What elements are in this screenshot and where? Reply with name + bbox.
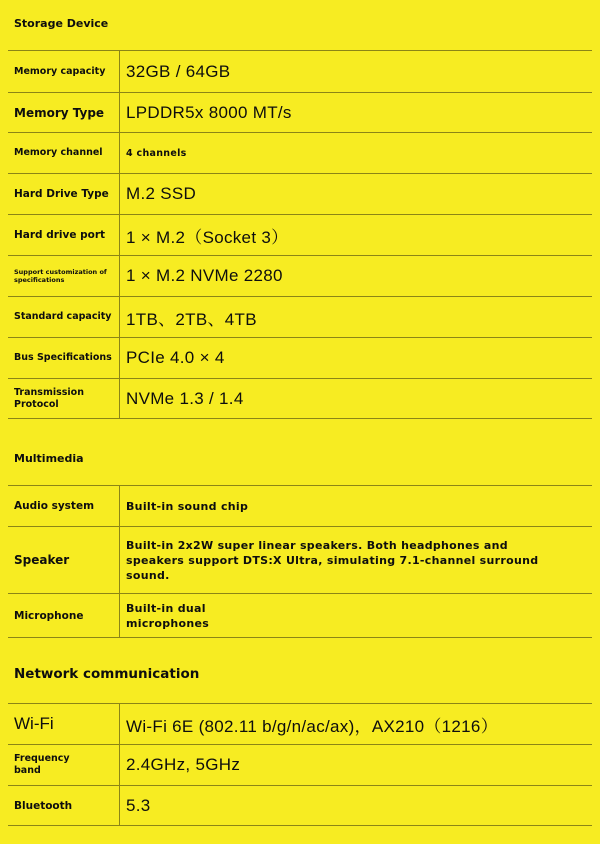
row-value: 4 channels xyxy=(126,147,187,159)
row-label: Speaker xyxy=(14,553,70,567)
row-value: Built-in sound chip xyxy=(126,499,249,513)
divider xyxy=(8,637,592,638)
section-title-storage: Storage Device xyxy=(14,17,109,30)
section-title-multimedia: Multimedia xyxy=(14,452,84,465)
row-label: Support customization of specifications xyxy=(14,268,107,284)
row-label: Frequency band xyxy=(14,753,70,776)
divider xyxy=(8,418,592,419)
row-label: Memory capacity xyxy=(14,65,106,77)
row-value: 5.3 xyxy=(126,795,151,815)
row-value: LPDDR5x 8000 MT/s xyxy=(126,102,292,122)
row-label: Hard Drive Type xyxy=(14,188,109,200)
row-value: 1 × M.2（Socket 3） xyxy=(126,227,289,247)
row-label: Hard drive port xyxy=(14,229,106,241)
row-value: Built-in 2x2W super linear speakers. Both headphones and speakers support DTS:X Ultra, simulating 7.1-channel surround sound. xyxy=(126,538,539,582)
row-label: Microphone xyxy=(14,609,84,622)
row-value: 1TB、2TB、4TB xyxy=(126,309,257,329)
section-title-network: Network communication xyxy=(14,666,200,682)
row-label: Audio system xyxy=(14,500,95,512)
row-value: 2.4GHz, 5GHz xyxy=(126,755,241,774)
row-value: NVMe 1.3 / 1.4 xyxy=(126,388,244,408)
row-value: 32GB / 64GB xyxy=(126,61,231,81)
row-value: 1 × M.2 NVMe 2280 xyxy=(126,266,283,285)
row-label: Standard capacity xyxy=(14,311,112,322)
row-label: Bus Specifications xyxy=(14,352,112,363)
divider xyxy=(8,825,592,826)
row-label: Bluetooth xyxy=(14,799,73,812)
row-label: Transmission Protocol xyxy=(14,386,84,410)
row-value: M.2 SSD xyxy=(126,184,197,203)
row-label: Memory channel xyxy=(14,147,103,158)
row-label: Wi-Fi xyxy=(14,714,54,733)
row-value: PCIe 4.0 × 4 xyxy=(126,348,225,367)
row-value: Built-in dual microphones xyxy=(126,601,210,630)
row-label: Memory Type xyxy=(14,105,105,120)
row-value: Wi-Fi 6E (802.11 b/g/n/ac/ax)，AX210（1216） xyxy=(126,716,498,736)
